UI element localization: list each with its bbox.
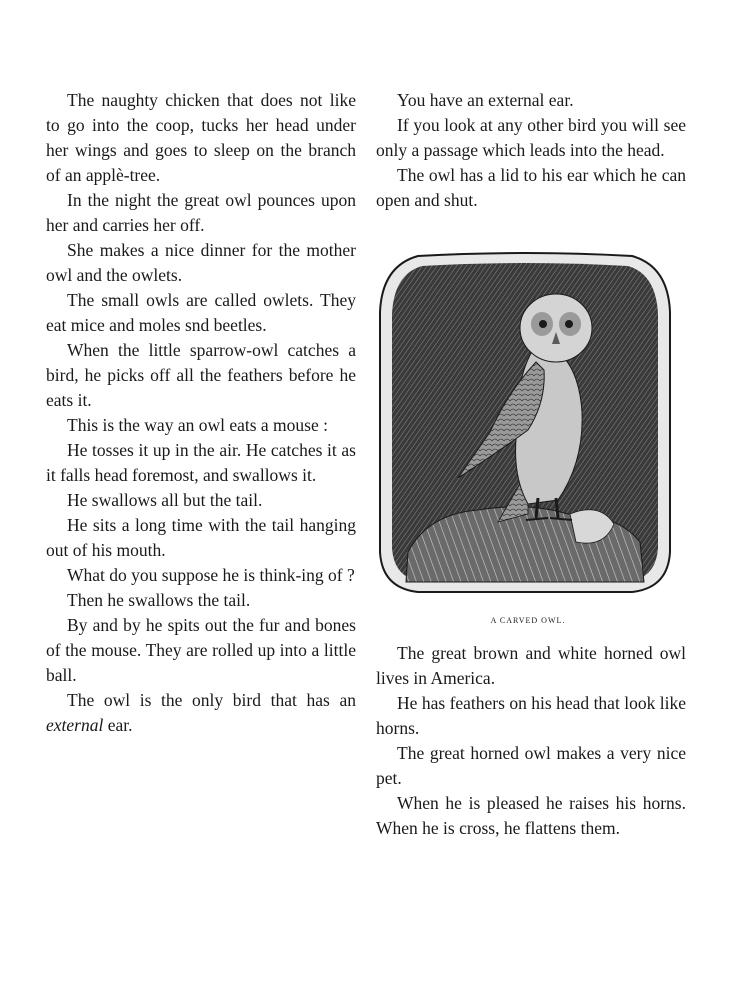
- paragraph-external-ear: [46, 688, 356, 738]
- text-run: ear.: [103, 715, 133, 735]
- left-text-column: [46, 88, 356, 738]
- figure-caption: A CARVED OWL.: [490, 616, 566, 625]
- paragraph: When the little sparrow-owl catches a bird, he picks off all the feathers before he eats it.: [46, 340, 356, 410]
- paragraph: You have an external ear.: [397, 90, 574, 110]
- paragraph: What do you suppose he is think-ing of ?: [67, 565, 355, 585]
- paragraph: If you look at any other bird you will see only a passage which leads into the head.: [376, 115, 686, 160]
- paragraph: He sits a long time with the tail hanging out of his mouth.: [46, 515, 356, 560]
- paragraph: The great horned owl makes a very nice pet.: [376, 743, 686, 788]
- lower-text-block: [376, 641, 686, 841]
- paragraph: The great brown and white horned owl lives in America.: [376, 643, 686, 688]
- paragraph: He tosses it up in the air. He catches it as it falls head foremost, and swallows it.: [46, 440, 356, 485]
- emphasis-text: external: [46, 715, 104, 735]
- paragraph: He has feathers on his head that look like horns.: [376, 693, 686, 738]
- paragraph: The naughty chicken that does not like to go into the coop, tucks her head under her wings and goes to sleep on the branch of an applè-tree.: [46, 90, 356, 185]
- paragraph: In the night the great owl pounces upon her and carries her off.: [46, 190, 356, 235]
- paragraph: By and by he spits out the fur and bones of the mouse. They are rolled up into a little ball.: [46, 615, 356, 685]
- paragraph: This is the way an owl eats a mouse :: [67, 415, 328, 435]
- paragraph: Then he swallows the tail.: [67, 590, 251, 610]
- paragraph: When he is pleased he raises his horns. When he is cross, he flattens them.: [376, 793, 686, 838]
- carved-owl-figure: [378, 252, 672, 594]
- paragraph: He swallows all but the tail.: [67, 490, 263, 510]
- carved-owl-engraving-icon: [378, 252, 672, 594]
- text-run: The owl is the only bird that has an: [67, 690, 356, 710]
- paragraph: She makes a nice dinner for the mother owl and the owlets.: [46, 240, 356, 285]
- paragraph: The small owls are called owlets. They eat mice and moles snd beetles.: [46, 290, 356, 335]
- paragraph: The owl has a lid to his ear which he can open and shut.: [376, 165, 686, 210]
